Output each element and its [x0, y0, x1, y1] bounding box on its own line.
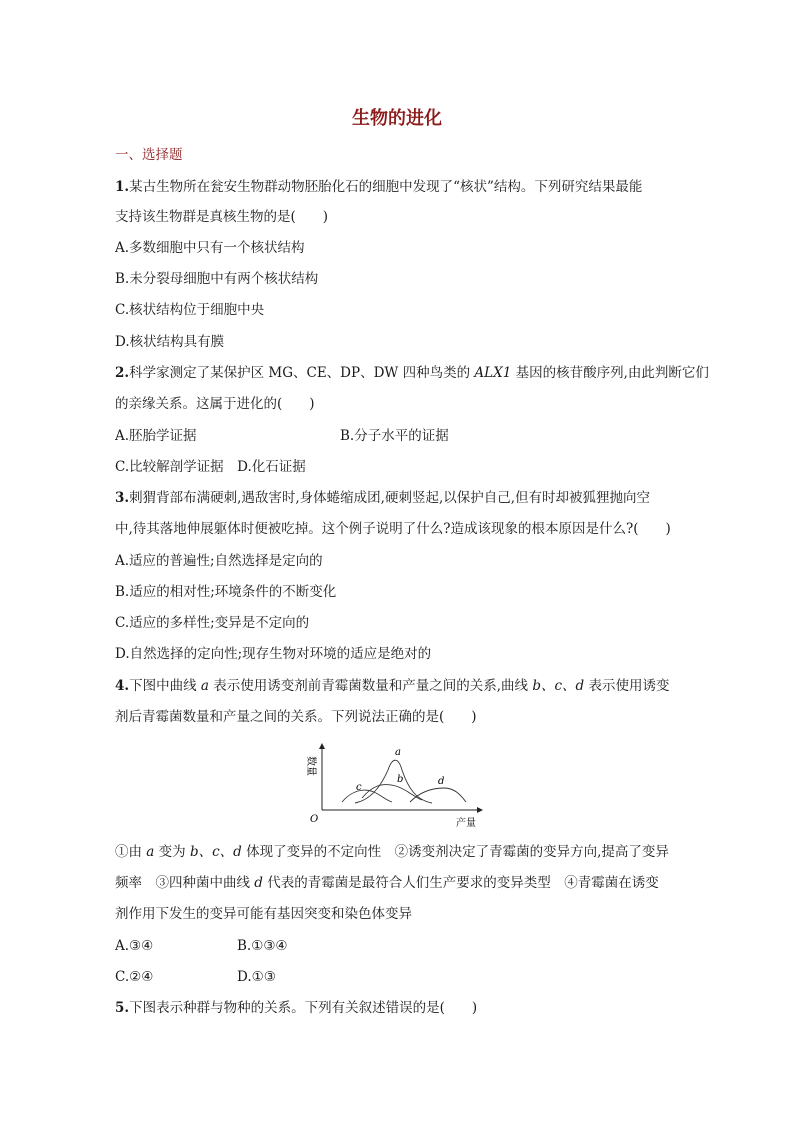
curve-label-d: d: [438, 776, 445, 787]
q4-statements-line-2: [115, 874, 659, 892]
curve-letter: d: [254, 875, 263, 891]
q4-option-b: B.①③④: [237, 938, 288, 954]
question-1-line-2: 支持该生物群是真核生物的是( ): [115, 209, 329, 225]
curve-letters: b、c、d: [532, 678, 585, 694]
question-text: 表示使用诱变: [584, 678, 670, 694]
statement-text: 频率 ③四种菌中曲线: [115, 875, 255, 891]
question-text: 表示使用诱变剂前青霉菌数量和产量之间的关系,曲线: [208, 678, 533, 694]
question-text: 刺猬背部布满硬刺,遇敌害时,身体蜷缩成团,硬刺竖起,以保护自己,但有时却被狐狸抛向空: [129, 490, 651, 506]
statement-text: 体现了变异的不定向性 ②诱变剂决定了青霉菌的变异方向,提高了变异: [241, 844, 669, 860]
section-heading: 一、选择题: [115, 147, 183, 163]
q3-option-a: A.适应的普遍性;自然选择是定向的: [115, 553, 323, 569]
question-text: 某古生物所在瓮安生物群动物胚胎化石的细胞中发现了“核状”结构。下列研究结果最能: [129, 179, 643, 195]
statement-text: ①由: [115, 844, 147, 860]
q4-statements-line-1: [115, 843, 669, 861]
q2-option-cd: C.比较解剖学证据 D.化石证据: [115, 459, 306, 475]
question-number: 3.: [115, 490, 130, 506]
question-4-line-1: [115, 677, 669, 695]
q3-option-c: C.适应的多样性;变异是不定向的: [115, 615, 310, 631]
curve-label-b: b: [397, 774, 404, 785]
question-2-line-1: [115, 364, 709, 382]
curve-letters: b、c、d: [189, 844, 242, 860]
x-axis-label: 产量: [456, 818, 476, 829]
question-number: 4.: [115, 678, 130, 694]
question-2-line-2: 的亲缘关系。这属于进化的( ): [115, 396, 315, 412]
q1-option-a: A.多数细胞中只有一个核状结构: [115, 240, 305, 256]
statement-text: 代表的青霉菌是最符合人们生产要求的变异类型 ④青霉菌在诱变: [262, 875, 659, 891]
question-4-line-2: 剂后青霉菌数量和产量之间的关系。下列说法正确的是( ): [115, 709, 477, 725]
q4-statements-line-3: 剂作用下发生的变异可能有基因突变和染色体变异: [115, 906, 412, 922]
q4-option-d: D.①③: [237, 969, 276, 985]
q4-option-c: C.②④: [115, 969, 154, 985]
q4-option-a: A.③④: [115, 938, 154, 954]
q2-option-b: B.分子水平的证据: [340, 428, 449, 444]
question-3-line-1: [115, 489, 650, 507]
question-text: 下图表示种群与物种的关系。下列有关叙述错误的是( ): [129, 1000, 478, 1016]
curve-letter: a: [146, 844, 155, 860]
curve-label-a: a: [395, 747, 401, 758]
question-3-line-2: 中,待其落地伸展躯体时便被吃掉。这个例子说明了什么?造成该现象的根本原因是什么?( ): [115, 521, 671, 537]
q1-option-d: D.核状结构具有膜: [115, 334, 225, 350]
curve-label-c: c: [356, 782, 362, 793]
question-number: 5.: [115, 1000, 130, 1016]
origin-label: O: [310, 814, 319, 825]
q1-option-b: B.未分裂母细胞中有两个核状结构: [115, 271, 319, 287]
y-axis-label: 数量: [305, 756, 316, 776]
curve-d: [410, 788, 466, 802]
curve-letter: a: [200, 678, 209, 694]
q3-option-b: B.适应的相对性;环境条件的不断变化: [115, 584, 337, 600]
question-text: 下图中曲线: [129, 678, 201, 694]
question-text: 基因的核苷酸序列,由此判断它们: [511, 365, 709, 381]
curve-a: [355, 760, 432, 803]
q1-option-c: C.核状结构位于细胞中央: [115, 302, 265, 318]
question-number: 1.: [115, 179, 130, 195]
curve-c: [342, 790, 392, 802]
page-title: 生物的进化: [352, 108, 442, 129]
question-5-line-1: [115, 999, 477, 1017]
question-number: 2.: [115, 365, 130, 381]
statement-text: 变为: [154, 844, 190, 860]
q3-option-d: D.自然选择的定向性;现存生物对环境的适应是绝对的: [115, 646, 432, 662]
q2-option-a: A.胚胎学证据: [115, 428, 197, 444]
question-text: 科学家测定了某保护区 MG、CE、DP、DW 四种鸟类的: [129, 365, 475, 381]
curve-figure: [300, 740, 490, 835]
gene-name: ALX1: [474, 365, 512, 381]
question-1-line-1: [115, 178, 642, 196]
